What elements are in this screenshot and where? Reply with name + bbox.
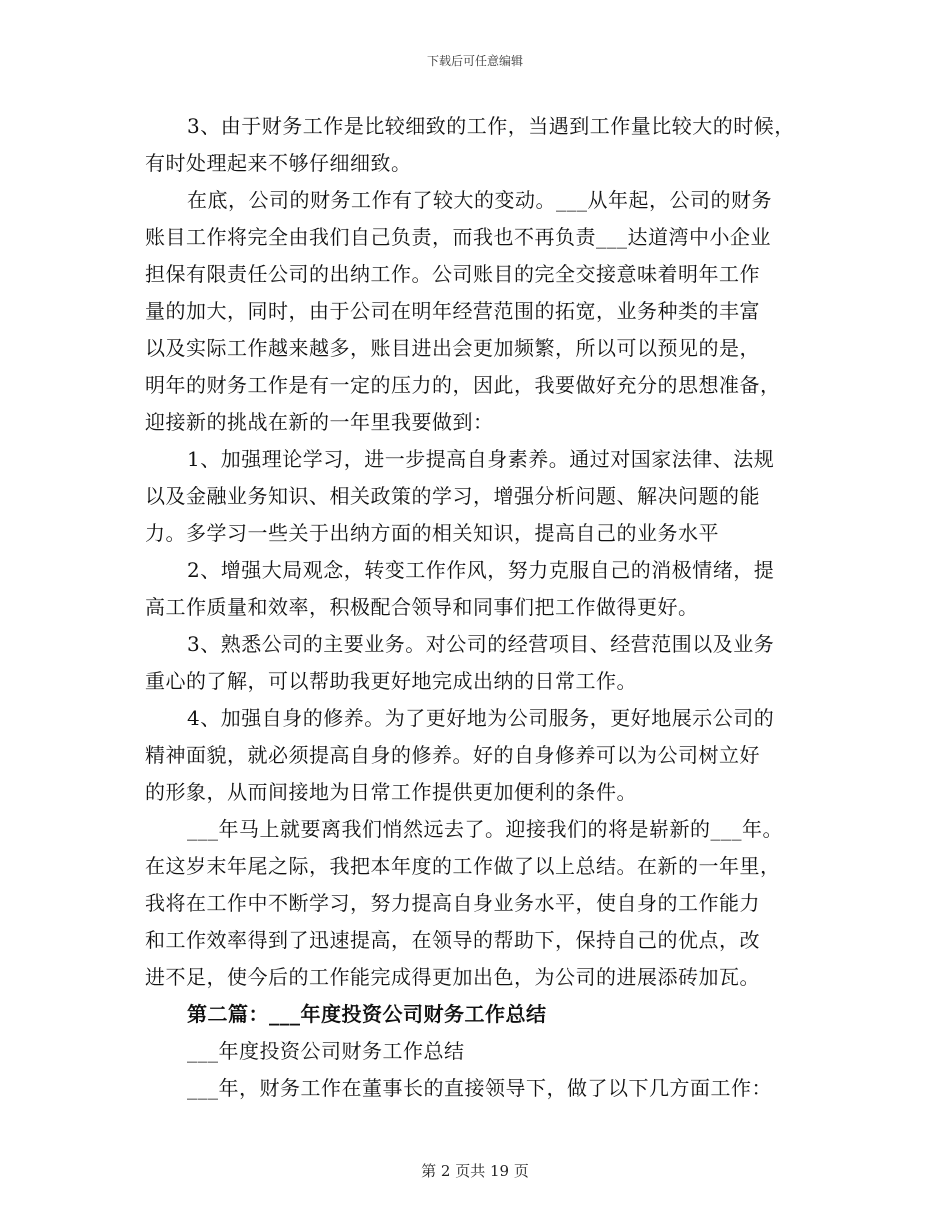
- text-line: ___年，财务工作在董事长的直接领导下，做了以下几方面工作：: [187, 1076, 772, 1100]
- text-line: 高工作质量和效率，积极配合领导和同事们把工作做得更好。: [145, 595, 699, 619]
- paragraph: [145, 441, 805, 552]
- paragraph: [145, 552, 805, 626]
- text-line: 我将在工作中不断学习，努力提高自身业务水平，使自身的工作能力: [145, 891, 760, 915]
- text-line: ___年马上就要离我们悄然远去了。迎接我们的将是崭新的___年。: [187, 817, 783, 841]
- paragraph: [145, 626, 805, 700]
- paragraph: [145, 811, 805, 996]
- text-line: 迎接新的挑战在新的一年里我要做到：: [145, 410, 494, 434]
- text-line: 以及金融业务知识、相关政策的学习，增强分析问题、解决问题的能: [145, 484, 760, 508]
- paragraph: [145, 700, 805, 811]
- text-line: 的形象，从而间接地为日常工作提供更加便利的条件。: [145, 780, 637, 804]
- text-line: 2、增强大局观念，转变工作作风，努力克服自己的消极情绪，提: [187, 558, 775, 582]
- page-header: 下载后可任意编辑: [426, 54, 523, 68]
- text-line: 重心的了解，可以帮助我更好地完成出纳的日常工作。: [145, 669, 637, 693]
- paragraph: [145, 1070, 805, 1107]
- text-line: 1、加强理论学习，进一步提高自身素养。通过对国家法律、法规: [187, 447, 775, 471]
- text-line: 以及实际工作越来越多，账目进出会更加频繁，所以可以预见的是，: [145, 336, 760, 360]
- text-line: ___年度投资公司财务工作总结: [187, 1039, 465, 1063]
- text-line: 担保有限责任公司的出纳工作。公司账目的完全交接意味着明年工作: [145, 262, 760, 286]
- paragraph: [145, 182, 805, 441]
- text-line: 明年的财务工作是有一定的压力的，因此，我要做好充分的思想准备，: [145, 373, 781, 397]
- text-line: 力。多学习一些关于出纳方面的相关知识，提高自己的业务水平: [145, 521, 719, 545]
- text-line: 3、熟悉公司的主要业务。对公司的经营项目、经营范围以及业务: [187, 632, 775, 656]
- text-line: 在底，公司的财务工作有了较大的变动。___从年起，公司的财务: [187, 188, 772, 212]
- document-body: [145, 108, 805, 1107]
- text-line: 4、加强自身的修养。为了更好地为公司服务，更好地展示公司的: [187, 706, 775, 730]
- text-line: 第二篇：___年度投资公司财务工作总结: [187, 1002, 547, 1026]
- text-line: 进不足，使今后的工作能完成得更加出色，为公司的进展添砖加瓦。: [145, 965, 760, 989]
- text-line: 精神面貌，就必须提高自身的修养。好的自身修养可以为公司树立好: [145, 743, 760, 767]
- page-footer: 第 2 页共 19 页: [421, 1162, 529, 1180]
- text-line: 在这岁末年尾之际，我把本年度的工作做了以上总结。在新的一年里，: [145, 854, 781, 878]
- paragraph: [145, 1033, 805, 1070]
- paragraph: [145, 108, 805, 182]
- section-heading: [145, 996, 805, 1033]
- text-line: 和工作效率得到了迅速提高，在领导的帮助下，保持自己的优点，改: [145, 928, 760, 952]
- text-line: 量的加大，同时，由于公司在明年经营范围的拓宽，业务种类的丰富: [145, 299, 760, 323]
- text-line: 3、由于财务工作是比较细致的工作，当遇到工作量比较大的时候，: [187, 114, 795, 138]
- text-line: 账目工作将完全由我们自己负责，而我也不再负责___达道湾中小企业: [145, 225, 771, 249]
- text-line: 有时处理起来不够仔细细致。: [145, 151, 412, 175]
